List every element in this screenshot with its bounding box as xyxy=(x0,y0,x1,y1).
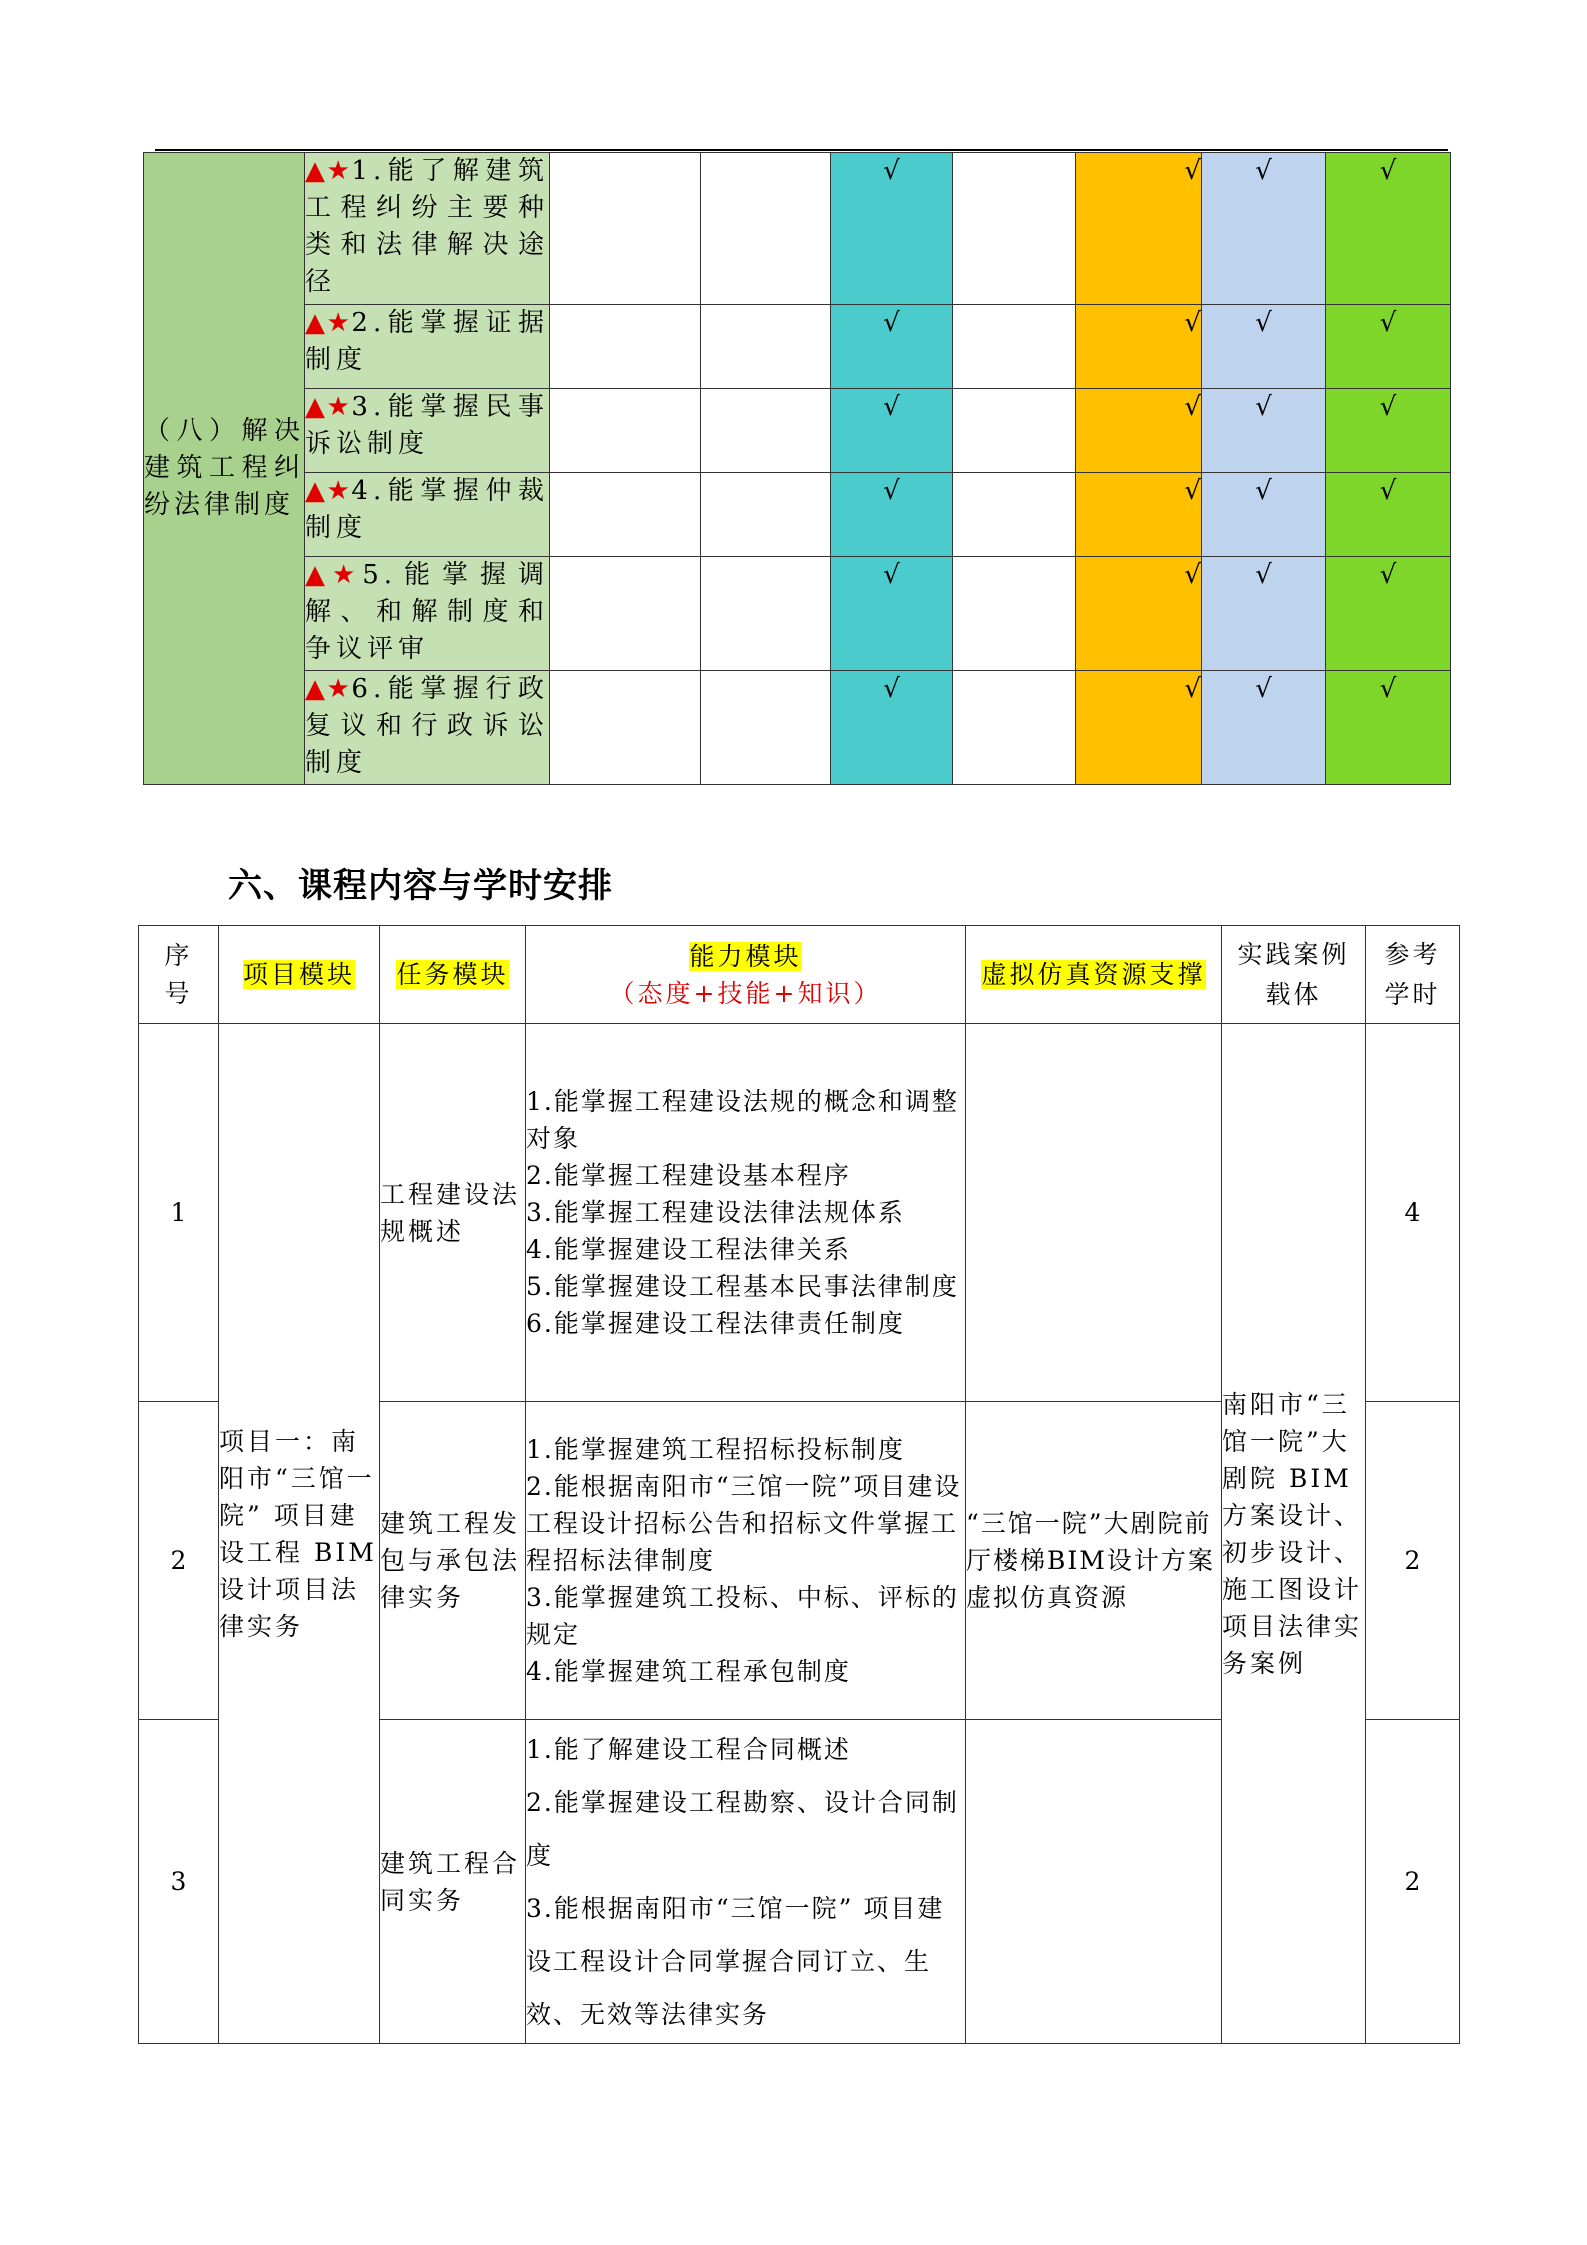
check-cell xyxy=(1326,305,1451,389)
empty-cell xyxy=(550,305,701,389)
check-mark-icon: √ xyxy=(1184,476,1201,506)
ability-item: 4.能掌握建设工程法律关系 xyxy=(526,1235,851,1264)
top-rule xyxy=(155,149,1448,151)
table-row xyxy=(139,1024,1460,1402)
header-ability xyxy=(526,926,966,1024)
empty-cell xyxy=(953,305,1076,389)
empty-cell xyxy=(701,557,831,671)
check-cell xyxy=(1202,557,1326,671)
triangle-star-icon: ▲★ xyxy=(305,392,352,422)
check-mark-icon: √ xyxy=(1184,392,1201,422)
check-cell xyxy=(1076,389,1202,473)
check-mark-icon: √ xyxy=(1255,476,1272,506)
check-cell xyxy=(831,671,953,785)
check-mark-icon: √ xyxy=(1184,156,1201,186)
check-cell xyxy=(1076,557,1202,671)
hours-cell: 2 xyxy=(1366,1402,1460,1720)
check-cell xyxy=(831,153,953,305)
empty-cell xyxy=(701,473,831,557)
ability-list-cell xyxy=(526,1024,966,1402)
resource-cell: “三馆一院”大剧院前厅楼梯BIM设计方案虚拟仿真资源 xyxy=(966,1402,1222,1720)
check-cell xyxy=(1202,153,1326,305)
header-task-text: 任务模块 xyxy=(396,960,509,989)
empty-cell xyxy=(550,473,701,557)
section-label-cell: （八）解决建筑工程纠纷法律制度 xyxy=(144,153,305,785)
header-hours xyxy=(1366,926,1460,1024)
matrix-row xyxy=(144,473,1451,557)
check-mark-icon: √ xyxy=(883,308,900,338)
check-mark-icon: √ xyxy=(1255,308,1272,338)
ability-list-cell xyxy=(526,1720,966,2044)
course-schedule-table xyxy=(138,925,1460,2044)
ability-item: 2.能掌握工程建设基本程序 xyxy=(526,1161,851,1190)
empty-cell xyxy=(701,153,831,305)
row-seq: 3 xyxy=(139,1720,219,2044)
task-module-cell: 工程建设法规概述 xyxy=(380,1024,526,1402)
check-cell xyxy=(1202,305,1326,389)
check-cell xyxy=(1326,473,1451,557)
header-hours-text: 参考学时 xyxy=(1384,939,1441,1009)
task-module-cell: 建筑工程合同实务 xyxy=(380,1720,526,2044)
resource-cell xyxy=(966,1720,1222,2044)
empty-cell xyxy=(953,671,1076,785)
matrix-task-number: 3. xyxy=(351,392,387,422)
hours-cell: 4 xyxy=(1366,1024,1460,1402)
matrix-task-cell xyxy=(305,389,550,473)
case-carrier-cell: 南阳市“三馆一院”大剧院 BIM 方案设计、初步设计、施工图设计项目法律实务案例 xyxy=(1222,1024,1366,2044)
check-cell xyxy=(1202,473,1326,557)
ability-item: 3.能掌握工程建设法律法规体系 xyxy=(526,1198,905,1227)
empty-cell xyxy=(550,557,701,671)
check-cell xyxy=(1326,671,1451,785)
check-mark-icon: √ xyxy=(1184,560,1201,590)
header-resource-text: 虚拟仿真资源支撑 xyxy=(981,960,1206,989)
check-mark-icon: √ xyxy=(1379,476,1397,506)
row-seq: 2 xyxy=(139,1402,219,1720)
resource-cell xyxy=(966,1024,1222,1402)
matrix-task-cell xyxy=(305,473,550,557)
empty-cell xyxy=(550,153,701,305)
header-ability-text: 能力模块 xyxy=(689,941,802,971)
empty-cell xyxy=(550,389,701,473)
triangle-star-icon: ▲★ xyxy=(305,476,352,506)
hours-cell: 2 xyxy=(1366,1720,1460,2044)
check-mark-icon: √ xyxy=(1255,674,1272,704)
matrix-row xyxy=(144,671,1451,785)
empty-cell xyxy=(953,473,1076,557)
header-case-text: 实践案例载体 xyxy=(1237,939,1350,1009)
check-mark-icon: √ xyxy=(1255,560,1272,590)
matrix-task-text: 能了解建筑工程纠纷主要种类和法律解决途径 xyxy=(305,156,549,297)
empty-cell xyxy=(953,557,1076,671)
check-mark-icon: √ xyxy=(1255,156,1272,186)
section-heading: 六、课程内容与学时安排 xyxy=(228,866,613,906)
check-mark-icon: √ xyxy=(883,674,900,704)
empty-cell xyxy=(701,305,831,389)
matrix-row xyxy=(144,389,1451,473)
check-cell xyxy=(1202,389,1326,473)
check-mark-icon: √ xyxy=(1255,392,1272,422)
matrix-task-text: 能掌握调解、和解制度和争议评审 xyxy=(305,560,549,664)
check-mark-icon: √ xyxy=(1379,560,1397,590)
matrix-row xyxy=(144,153,1451,305)
ability-item: 6.能掌握建设工程法律责任制度 xyxy=(526,1309,905,1338)
matrix-task-number: 5. xyxy=(362,560,398,590)
ability-list-cell xyxy=(526,1402,966,1720)
ability-item: 1.能掌握工程建设法规的概念和调整对象 xyxy=(526,1087,959,1153)
check-cell xyxy=(831,473,953,557)
check-mark-icon: √ xyxy=(1184,308,1201,338)
ability-item: 2.能掌握建设工程勘察、设计合同制度 xyxy=(526,1787,959,1870)
check-cell xyxy=(831,305,953,389)
matrix-task-cell xyxy=(305,153,550,305)
ability-matrix-table xyxy=(143,152,1451,785)
matrix-task-text: 能掌握民事诉讼制度 xyxy=(305,392,549,459)
check-mark-icon: √ xyxy=(1379,308,1397,338)
check-mark-icon: √ xyxy=(1379,156,1397,186)
empty-cell xyxy=(550,671,701,785)
check-mark-icon: √ xyxy=(883,392,900,422)
check-mark-icon: √ xyxy=(1379,674,1397,704)
ability-item: 3.能掌握建筑工投标、中标、评标的规定 xyxy=(526,1583,959,1649)
matrix-row xyxy=(144,305,1451,389)
check-mark-icon: √ xyxy=(883,476,900,506)
project-module-cell: 项目一：南阳市“三馆一院” 项目建设工程 BIM 设计项目法律实务 xyxy=(219,1024,380,2044)
check-cell xyxy=(831,557,953,671)
header-ability-sub: （态度+技能+知识） xyxy=(609,978,882,1008)
empty-cell xyxy=(953,389,1076,473)
header-task xyxy=(380,926,526,1024)
table-header-row xyxy=(139,926,1460,1024)
ability-item: 3.能根据南阳市“三馆一院” 项目建设工程设计合同掌握合同订立、生效、无效等法律实务 xyxy=(526,1893,945,2029)
header-seq xyxy=(139,926,219,1024)
ability-item: 5.能掌握建设工程基本民事法律制度 xyxy=(526,1272,959,1301)
header-resource xyxy=(966,926,1222,1024)
matrix-task-number: 4. xyxy=(351,476,387,506)
check-cell xyxy=(1202,671,1326,785)
matrix-task-number: 2. xyxy=(351,308,387,338)
ability-item: 1.能了解建设工程合同概述 xyxy=(526,1734,851,1764)
check-cell xyxy=(1076,153,1202,305)
matrix-task-cell xyxy=(305,557,550,671)
task-module-cell: 建筑工程发包与承包法律实务 xyxy=(380,1402,526,1720)
matrix-task-text: 能掌握证据制度 xyxy=(305,308,549,375)
check-mark-icon: √ xyxy=(1379,392,1397,422)
check-mark-icon: √ xyxy=(883,560,900,590)
check-cell xyxy=(831,389,953,473)
matrix-task-text: 能掌握行政复议和行政诉讼制度 xyxy=(305,674,549,778)
ability-item: 4.能掌握建筑工程承包制度 xyxy=(526,1657,851,1686)
ability-item: 1.能掌握建筑工程招标投标制度 xyxy=(526,1435,905,1464)
triangle-star-icon: ▲★ xyxy=(305,674,352,704)
check-mark-icon: √ xyxy=(1184,674,1201,704)
check-cell xyxy=(1326,557,1451,671)
header-project-text: 项目模块 xyxy=(242,960,355,989)
matrix-task-text: 能掌握仲裁制度 xyxy=(305,476,549,543)
check-cell xyxy=(1326,389,1451,473)
header-seq-text: 序号 xyxy=(164,940,193,1008)
triangle-star-icon: ▲★ xyxy=(305,308,352,338)
matrix-task-number: 6. xyxy=(351,674,387,704)
row-seq: 1 xyxy=(139,1024,219,1402)
check-cell xyxy=(1076,473,1202,557)
triangle-star-icon: ▲★ xyxy=(305,560,363,590)
triangle-star-icon: ▲★ xyxy=(305,156,352,186)
ability-item: 2.能根据南阳市“三馆一院”项目建设工程设计招标公告和招标文件掌握工程招标法律制度 xyxy=(526,1472,962,1575)
empty-cell xyxy=(701,389,831,473)
empty-cell xyxy=(701,671,831,785)
check-cell xyxy=(1076,305,1202,389)
check-cell xyxy=(1326,153,1451,305)
empty-cell xyxy=(953,153,1076,305)
header-project xyxy=(219,926,380,1024)
matrix-task-cell xyxy=(305,305,550,389)
check-cell xyxy=(1076,671,1202,785)
header-case xyxy=(1222,926,1366,1024)
matrix-row xyxy=(144,557,1451,671)
check-mark-icon: √ xyxy=(883,156,900,186)
matrix-task-cell xyxy=(305,671,550,785)
matrix-task-number: 1. xyxy=(351,156,387,186)
